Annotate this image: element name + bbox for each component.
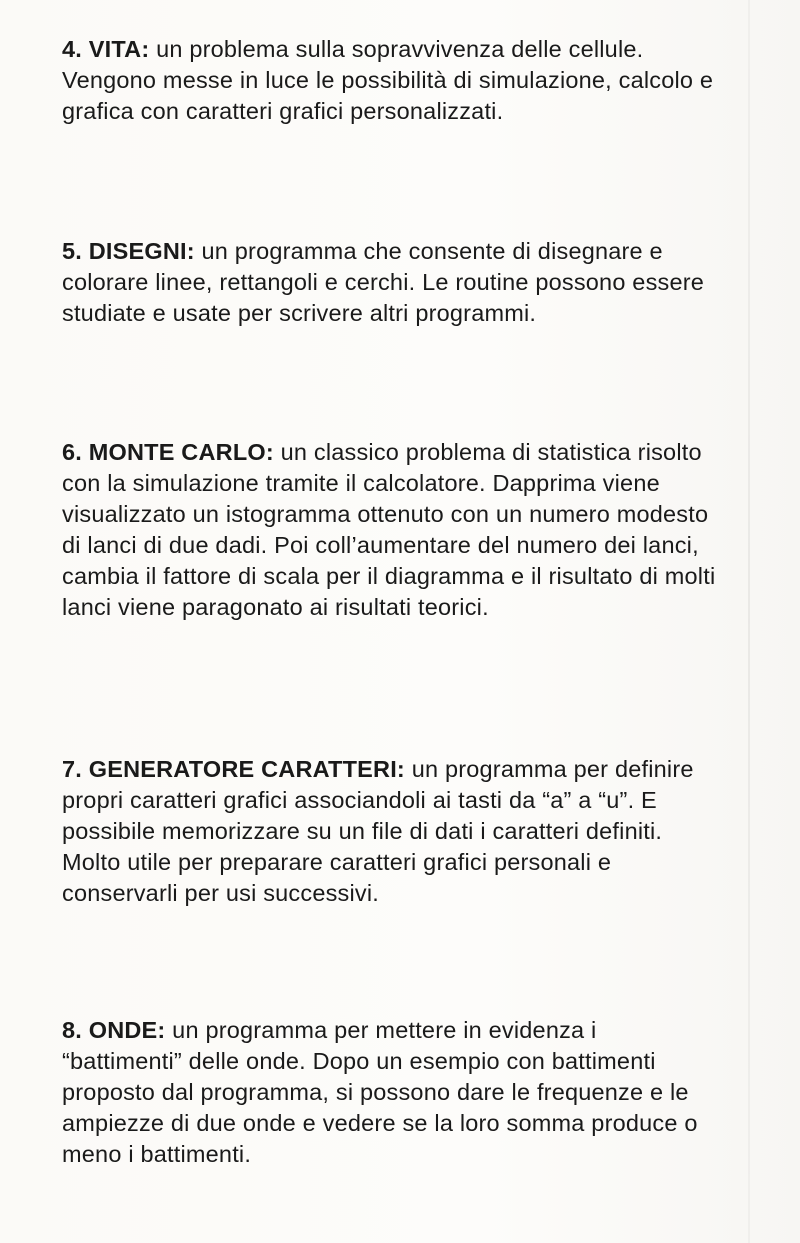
entry-heading: 5. DISEGNI: <box>62 238 195 264</box>
page-fold-line <box>748 0 750 1243</box>
program-entry-disegni <box>62 236 722 329</box>
entry-description: un problema sulla sopravvivenza delle cellule. Vengono messe in luce le possibilità di simulazione, calcolo e grafica con caratteri grafici personalizzati. <box>62 36 714 124</box>
entry-description: un programma che consente di disegnare e colorare linee, rettangoli e cerchi. Le routine possono essere studiate e usate per scrivere altri programmi. <box>62 238 705 326</box>
entry-description: un programma per mettere in evidenza i “battimenti” delle onde. Dopo un esempio con battimenti proposto dal programma, si possono dare le frequenze e le ampiezze di due onde e vedere se la loro somma produce o meno i battimenti. <box>62 1017 698 1167</box>
entry-heading: 7. GENERATORE CARATTERI: <box>62 756 405 782</box>
program-entry-vita <box>62 34 722 127</box>
program-entry-onde <box>62 1015 722 1170</box>
entry-description: un programma per definire propri caratteri grafici associandoli ai tasti da “a” a “u”. E possibile memorizzare su un file di dati i caratteri definiti. Molto utile per preparare caratteri grafici personali e conservarli per usi successivi. <box>62 756 694 906</box>
entry-heading: 6. MONTE CARLO: <box>62 439 274 465</box>
program-entry-generatore-caratteri <box>62 754 722 909</box>
entry-heading: 4. VITA: <box>62 36 150 62</box>
entry-description: un classico problema di statistica risolto con la simulazione tramite il calcolatore. Dapprima viene visualizzato un istogramma ottenuto con un numero modesto di lanci di due dadi. Poi coll’aumentare del numero dei lanci, cambia il fattore di scala per il diagramma e il risultato di molti lanci viene paragonato ai risultati teorici. <box>62 439 716 620</box>
entry-heading: 8. ONDE: <box>62 1017 166 1043</box>
program-entry-monte-carlo <box>62 437 722 623</box>
